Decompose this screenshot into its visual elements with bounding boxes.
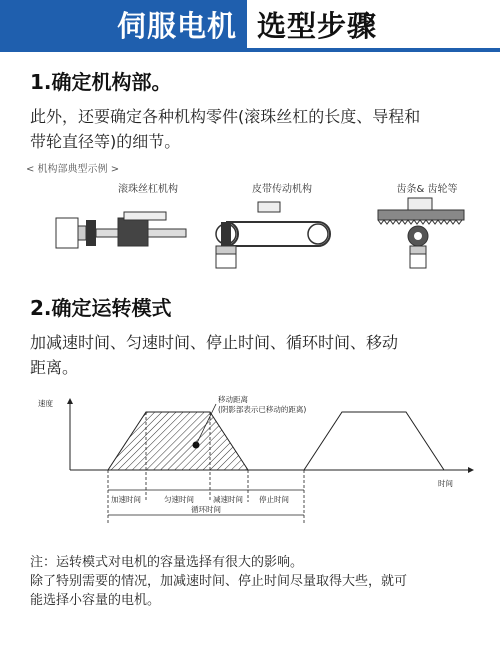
label-belt-drive: 皮带传动机构	[252, 184, 312, 195]
operation-pattern-svg	[28, 390, 478, 530]
section2-paragraph-line2: 距离。	[30, 358, 79, 377]
annotation-line2: (阴影部表示已移动的距离)	[218, 405, 307, 414]
trapezoid-next-cycle	[304, 412, 444, 470]
header-underline	[0, 48, 500, 52]
segment-label-constant: 匀速时间	[164, 495, 194, 504]
operation-pattern-diagram	[28, 390, 478, 530]
annotation-line1: 移动距离	[218, 395, 248, 404]
trapezoid-moved-distance	[108, 412, 248, 470]
segment-label-stop: 停止时间	[259, 495, 289, 504]
section2-paragraph	[30, 330, 480, 380]
label-rack-pinion: 齿条& 齿轮等	[396, 184, 458, 195]
note-block	[30, 553, 480, 610]
segment-label-accel: 加速时间	[111, 495, 141, 504]
y-axis-label: 速度	[38, 399, 53, 408]
ball-screw-drawing	[56, 212, 186, 248]
page-header	[0, 0, 500, 48]
section1-paragraph-line2: 带轮直径等)的细节。	[30, 132, 181, 151]
cycle-time-label: 循环时间	[191, 505, 221, 514]
section1-paragraph-line1: 此外，还要确定各种机构零件(滚珠丝杠的长度、导程和	[30, 107, 421, 126]
label-ball-screw: 滚珠丝杠机构	[118, 184, 178, 195]
note-line2: 除了特别需要的情况，加减速时间、停止时间尽量取得大些，就可	[30, 574, 408, 589]
header-title-right: 选型步骤	[247, 0, 500, 48]
note-line1: 注：运转模式对电机的容量选择有很大的影响。	[30, 555, 304, 570]
x-axis-arrow	[468, 467, 474, 473]
rack-pinion-drawing	[378, 198, 464, 268]
header-title-left: 伺服电机	[0, 0, 247, 48]
section2-heading: 2.确定运转模式	[30, 296, 172, 320]
section2-paragraph-line1: 加减速时间、匀速时间、停止时间、循环时间、移动	[30, 333, 399, 352]
belt-drive-drawing	[216, 202, 330, 268]
mechanism-drawings	[26, 160, 486, 280]
x-axis-label: 时间	[438, 479, 453, 488]
section1-heading: 1.确定机构部。	[30, 70, 172, 94]
y-axis-arrow	[67, 398, 73, 404]
segment-label-decel: 减速时间	[213, 495, 243, 504]
mechanism-examples-figure	[26, 160, 486, 280]
note-line3: 能选择小容量的电机。	[30, 593, 161, 608]
figure1-caption: < 机构部典型示例 >	[26, 164, 120, 175]
section1-paragraph	[30, 104, 480, 154]
